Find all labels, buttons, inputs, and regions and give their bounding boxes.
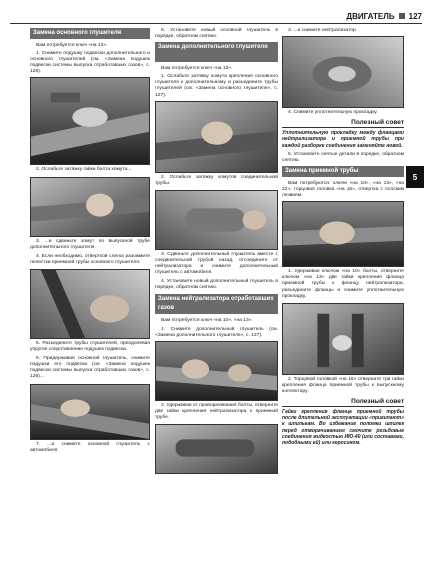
page-number: 127 xyxy=(408,11,422,21)
photo-caption: 5. Разъедините трубы глушителей, преодолевая упругое сопротивление подушек подвески. xyxy=(30,340,150,353)
step-text: 8. Установите новый основной глушитель в порядке, обратном снятию. xyxy=(155,28,278,40)
photo-caption: 4. Снимите уплотнительную прокладку. xyxy=(288,110,378,116)
chapter-tab: 5 xyxy=(406,166,424,188)
photo-caption: 4. Если необходимо, отверткой слегка разожмите лепестки приемной трубы основного глушителя. xyxy=(30,253,150,265)
photo-caption: 3. Сдвиньте дополнительный глушитель вместе с соединительной трубой назад, отсоедините от нейтрализатора и снимите дополнительный глушитель с автомобиля. xyxy=(155,251,278,276)
photo-caption: 2. Ослабьте затяжку хомутов соединительной трубы. xyxy=(155,174,278,186)
page-header xyxy=(280,10,422,22)
step-text: 5. Установите снятые детали в порядке, обратном снятию. xyxy=(282,151,404,163)
photo-caption: 4. Установите новый дополнительный глушитель в порядке, обратном снятию. xyxy=(155,279,278,291)
section-title-extra-muffler: Замена дополнительного глушителя xyxy=(155,42,278,62)
photo-muffler-2 xyxy=(30,177,150,237)
section-title-intake-pipe: Замена приемной трубы xyxy=(282,166,404,177)
photo-caption: 2. Ослабьте затяжку гайки болта хомута... xyxy=(36,167,132,173)
photo-caption: 3. ...и сдвиньте хомут по выпускной трубе дополнительного глушителя. xyxy=(30,238,150,250)
column-1 xyxy=(30,28,150,560)
photo-catalyst-1 xyxy=(155,341,278,401)
tools-needed: Вам потребуются: ключи «на 10», «на 13», «на 22», торцовая головка «на 16», отвертка с плоским лезвием. xyxy=(282,180,404,199)
step-text: 1. Ослабьте затяжку хомута крепления основного глушителя к дополнительному и разъедините трубы глушителей (см. «Замена основного глушителя», с. 127). xyxy=(155,74,278,98)
photo-catalyst-3 xyxy=(282,36,404,108)
photo-muffler-4 xyxy=(30,384,150,440)
photo-caption: 6. Придерживая основной глушитель, снимите подушки его подвески (см. «Замена подушек подвески системы выпуска отработавших газов», с. 126)... xyxy=(30,356,150,380)
header-square-icon xyxy=(399,13,405,19)
tip-body: Гайки крепления фланца приемной трубы после длительной эксплуатации «прикипают» к шпилькам. Во избежание поломки шпилек перед отворачиванием смочите резьбовые соединения жидкостью ИЮ-40 (или составами, подобными ей) или керосином. xyxy=(282,409,404,447)
step-text: 3. ...и снимите нейтрализатор. xyxy=(288,28,358,33)
photo-caption: 2. Торцовой головкой «на 16» отверните три гайки крепления фланца приемной трубы к выпускному коллектору. xyxy=(282,376,404,394)
header-rule xyxy=(10,23,422,24)
photo-pipe-1 xyxy=(282,201,404,267)
tools-needed: Вам потребуется ключ «на 10», «на 13». xyxy=(161,318,253,324)
photo-extra-muffler-2 xyxy=(155,190,278,250)
photo-extra-muffler-1 xyxy=(155,101,278,173)
column-3 xyxy=(282,28,404,560)
step-text: 1. Снимите дополнительный глушитель (см. «Замена дополнительного глушителя», с. 127). xyxy=(155,326,278,338)
column-2 xyxy=(155,28,278,560)
photo-caption: 7. ...и снимите основной глушитель с автомобиля. xyxy=(30,441,150,453)
header-title: ДВИГАТЕЛЬ xyxy=(346,11,395,21)
photo-pipe-2 xyxy=(282,303,404,375)
photo-muffler-3 xyxy=(30,269,150,339)
photo-caption: 1. Удерживая ключом «на 10» болты, отверните ключом «на 13» две гайки крепления фланца приемной трубы к фланцу нейтрализатора, разъедините фланцы и снимите уплотнительную прокладку. xyxy=(282,269,404,299)
photo-muffler-1 xyxy=(30,77,150,165)
section-title-main-muffler: Замена основного глушителя xyxy=(30,28,150,39)
tip-body: Уплотнительную прокладку между фланцами нейтрализатора и приемной трубы при каждой разборке соединения заменяйте новой. xyxy=(282,130,404,149)
tip-title: Полезный совет xyxy=(282,119,404,128)
step-text: 1. Снимите подушку подвески дополнительного и основного глушителей (см. «Замена подушек подвески системы выпуска отработавших газов», с. 126). xyxy=(30,51,150,75)
photo-catalyst-2 xyxy=(155,424,278,474)
section-title-catalyst: Замена нейтрализатора отработавших газов xyxy=(155,294,278,314)
tip-title: Полезный совет xyxy=(282,398,404,407)
tools-needed: Вам потребуется ключ «на 13». xyxy=(36,43,108,48)
tools-needed: Вам потребуется ключ «на 13». xyxy=(161,66,233,72)
photo-caption: 2. Удерживая от проворачивания болты, отверните две гайки крепления нейтрализатора к приемной трубе. xyxy=(155,402,278,420)
